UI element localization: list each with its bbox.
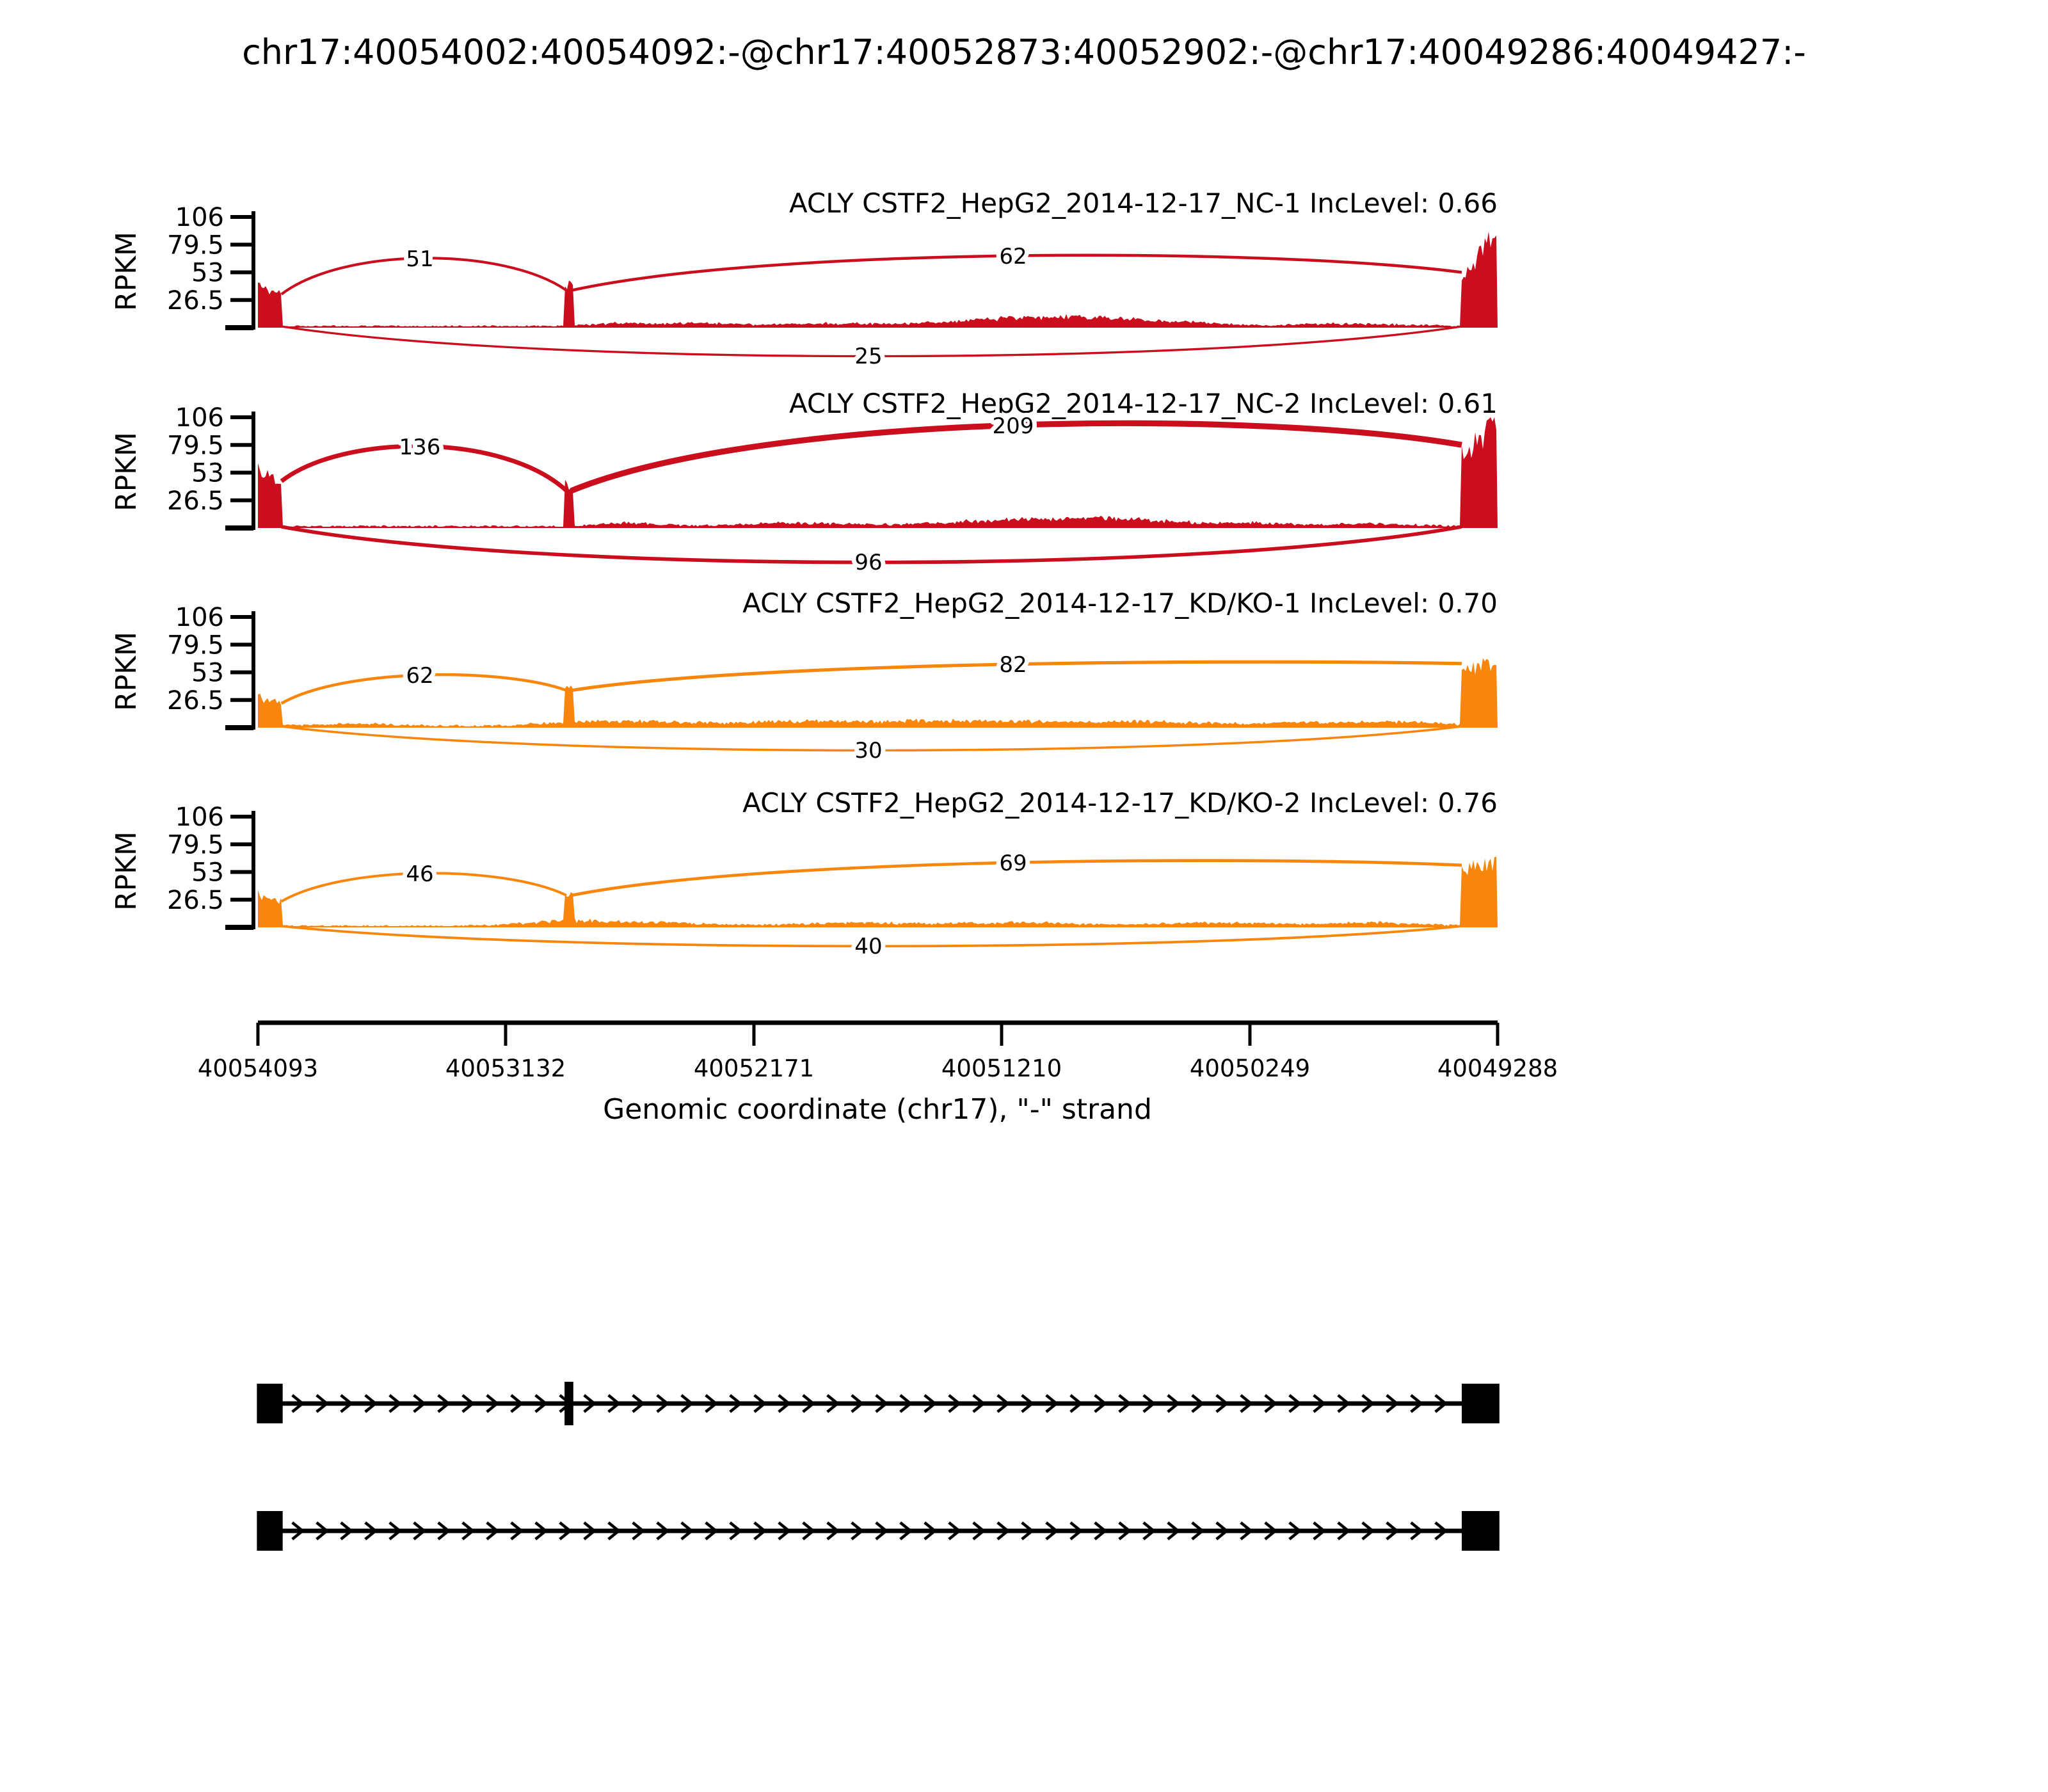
coverage-area bbox=[258, 232, 1498, 328]
y-tick-label: 26.5 bbox=[166, 486, 224, 516]
junction-count-downstream: 209 bbox=[992, 413, 1034, 439]
y-tick-label: 79.5 bbox=[166, 230, 224, 260]
junction-count-upstream: 62 bbox=[406, 663, 434, 689]
track-2 bbox=[110, 388, 1498, 575]
track-4 bbox=[110, 787, 1498, 959]
tracks-group bbox=[110, 188, 1498, 959]
y-axis-title: RPKM bbox=[110, 232, 143, 311]
x-tick-label: 40049288 bbox=[1437, 1055, 1558, 1082]
junction-count-downstream: 69 bbox=[999, 851, 1027, 876]
junction-count-skipping: 96 bbox=[854, 550, 883, 575]
exon-box-right bbox=[1462, 1511, 1500, 1551]
x-axis bbox=[198, 1023, 1558, 1126]
y-tick-label: 106 bbox=[175, 603, 224, 632]
junction-count-skipping: 40 bbox=[854, 934, 883, 959]
x-tick-label: 40053132 bbox=[445, 1055, 566, 1082]
exon-box-right bbox=[1462, 1384, 1500, 1423]
y-tick-label: 106 bbox=[175, 203, 224, 232]
y-tick-label: 79.5 bbox=[166, 830, 224, 860]
x-tick-label: 40050249 bbox=[1189, 1055, 1311, 1082]
x-tick-label: 40052171 bbox=[693, 1055, 815, 1082]
y-tick-label: 26.5 bbox=[166, 885, 224, 915]
track-title: ACLY CSTF2_HepG2_2014-12-17_KD/KO-1 IncLevel: 0.70 bbox=[742, 588, 1498, 619]
y-tick-label: 26.5 bbox=[166, 285, 224, 316]
junction-count-downstream: 62 bbox=[999, 244, 1027, 269]
track-1 bbox=[110, 188, 1498, 369]
x-tick-label: 40051210 bbox=[941, 1055, 1062, 1082]
y-tick-label: 79.5 bbox=[166, 431, 224, 461]
y-tick-label: 106 bbox=[175, 803, 224, 832]
inclusion-isoform bbox=[257, 1382, 1499, 1425]
y-tick-label: 79.5 bbox=[166, 630, 224, 660]
track-title: ACLY CSTF2_HepG2_2014-12-17_NC-1 IncLevel: 0.66 bbox=[788, 188, 1498, 219]
y-tick-label: 53 bbox=[191, 458, 224, 488]
track-title: ACLY CSTF2_HepG2_2014-12-17_KD/KO-2 IncLevel: 0.76 bbox=[742, 787, 1498, 819]
junction-count-upstream: 136 bbox=[399, 435, 441, 460]
x-tick-label: 40054093 bbox=[197, 1055, 319, 1082]
skipping-isoform bbox=[257, 1511, 1499, 1551]
y-axis-title: RPKM bbox=[110, 432, 143, 511]
junction-count-skipping: 25 bbox=[854, 344, 883, 369]
y-axis-title: RPKM bbox=[110, 831, 143, 911]
plot-title: chr17:40054002:40054092:-@chr17:40052873:40052902:-@chr17:40049286:40049427:- bbox=[242, 32, 1806, 72]
exon-box-middle bbox=[564, 1382, 573, 1425]
transcript-structures bbox=[257, 1382, 1499, 1551]
y-tick-label: 53 bbox=[191, 658, 224, 688]
track-title: ACLY CSTF2_HepG2_2014-12-17_NC-2 IncLevel: 0.61 bbox=[788, 388, 1498, 419]
junction-count-upstream: 46 bbox=[406, 861, 434, 887]
junction-count-upstream: 51 bbox=[406, 246, 434, 272]
junction-count-downstream: 82 bbox=[999, 652, 1027, 678]
y-axis-title: RPKM bbox=[110, 632, 143, 711]
y-tick-label: 53 bbox=[191, 258, 224, 288]
exon-box-left bbox=[257, 1511, 282, 1551]
y-tick-label: 26.5 bbox=[166, 685, 224, 716]
junction-count-skipping: 30 bbox=[854, 738, 883, 764]
track-3 bbox=[110, 588, 1498, 764]
exon-box-left bbox=[257, 1384, 282, 1423]
x-axis-title: Genomic coordinate (chr17), "-" strand bbox=[603, 1093, 1152, 1126]
y-tick-label: 106 bbox=[175, 403, 224, 433]
y-tick-label: 53 bbox=[191, 858, 224, 888]
